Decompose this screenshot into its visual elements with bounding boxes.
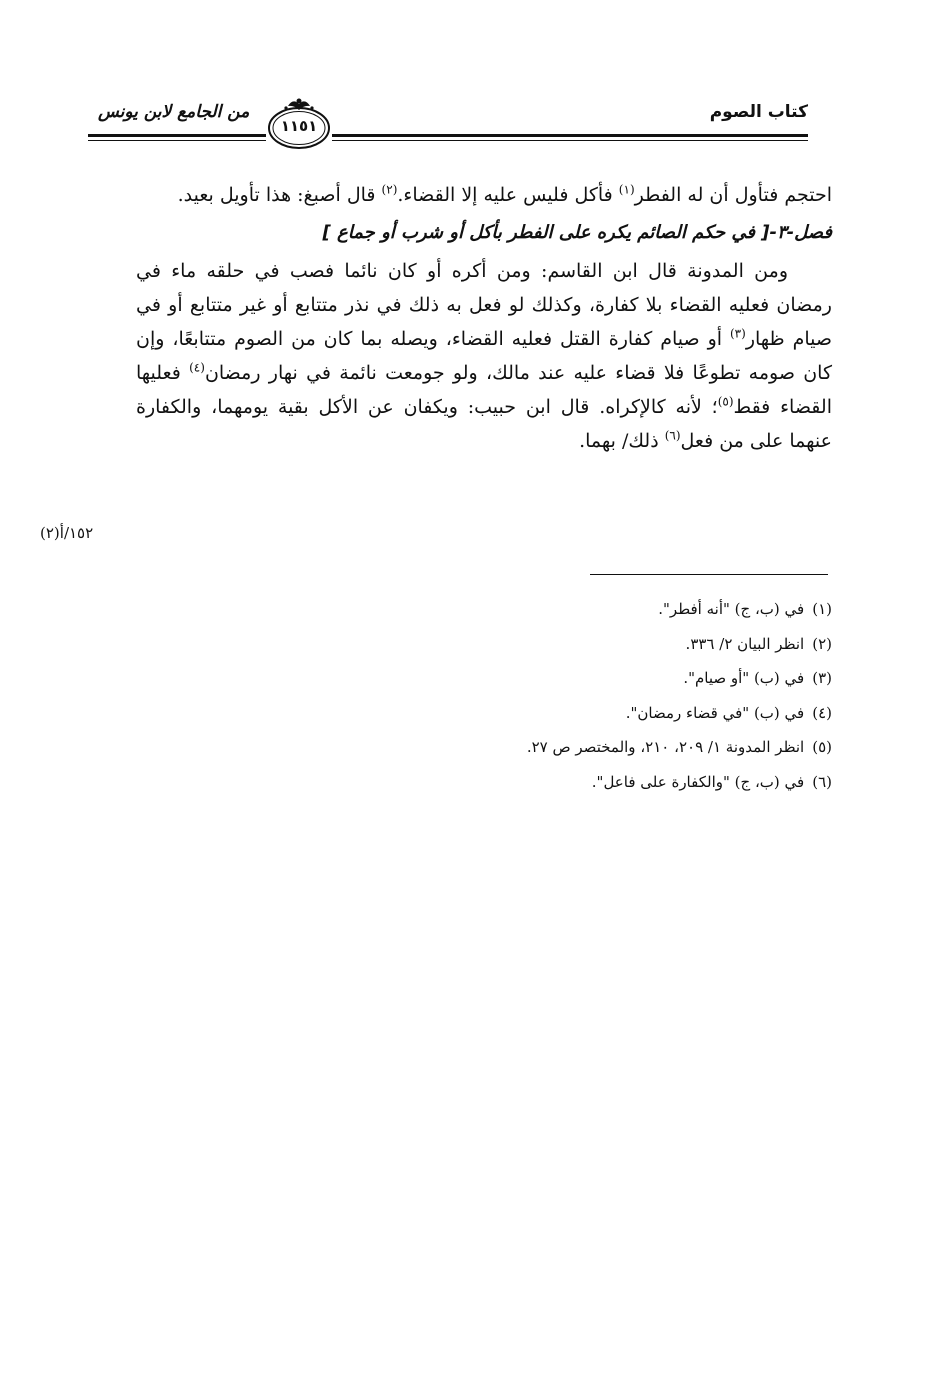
footnote-ref[interactable]: (٥) — [717, 394, 734, 409]
footnote-text: في (ب، ج) "أنه أفطر". — [658, 600, 805, 618]
header-rule — [88, 134, 808, 137]
footnote-text: في (ب) "في قضاء رمضان". — [625, 703, 805, 722]
footnote-text: انظر المدونة ١/ ٢٠٩، ٢١٠، والمختصر ص ٢٧. — [526, 738, 805, 756]
footnote-number: (٤) — [812, 703, 832, 722]
text-segment: قال أصبغ: هذا تأويل بعيد. — [177, 184, 382, 206]
footnote-item — [300, 661, 832, 696]
footnote-number: (٣) — [812, 669, 832, 687]
footnote-ref[interactable]: (٣) — [729, 326, 746, 341]
text-segment: فأكل فليس عليه إلا القضاء. — [397, 184, 619, 206]
text-segment: فعليها القضاء فقط — [136, 362, 832, 418]
section-heading: فصل-٣-[ في حكم الصائم يكره على الفطر بأكل أو شرب أو جماع ] — [322, 222, 832, 243]
footnote-item — [300, 696, 832, 731]
footnotes — [300, 592, 832, 799]
footnote-ref[interactable]: (٢) — [381, 182, 398, 197]
footnote-ref[interactable]: (١) — [618, 182, 635, 197]
footnote-text: انظر البيان ٢/ ٣٣٦. — [685, 634, 805, 653]
header-rule-thin — [88, 140, 808, 141]
footnote-number: (٥) — [812, 738, 832, 756]
opening-paragraph — [136, 178, 832, 212]
main-text — [136, 178, 832, 458]
footnote-number: (١) — [812, 600, 832, 618]
footnote-separator — [590, 574, 828, 575]
manuscript-folio-note: ١٥٢/أ(٢) — [40, 524, 94, 542]
page-number-badge — [266, 96, 332, 152]
source-title: من الجامع لابن يونس — [98, 102, 250, 122]
text-segment: ومن المدونة قال ابن القاسم: ومن أكره أو كان نائما فصب في حلقه ماء في رمضان فعليه القضاء بلا كفارة، وكذلك لو فعل به ذلك في نذر متتابع أو غير متتابع أو في صيام ظهار — [136, 260, 832, 350]
text-segment: ذلك/ بهما. — [579, 430, 665, 452]
page-header — [88, 96, 808, 156]
page-number: ١١٥١ — [280, 117, 318, 135]
footnote-item — [300, 765, 832, 800]
main-paragraph — [136, 254, 832, 458]
footnote-number: (٢) — [812, 634, 832, 653]
footnote-text: في (ب) "أو صيام". — [683, 669, 805, 687]
text-segment: احتجم فتأول أن له الفطر — [634, 184, 832, 206]
footnote-item — [300, 627, 832, 662]
book-title: كتاب الصوم — [709, 102, 808, 122]
footnote-ref[interactable]: (٤) — [189, 360, 205, 375]
text-segment: ؛ لأنه كالإكراه. قال ابن حبيب: ويكفان عن الأكل بقية يومهما، والكفارة عنهما على من فعل — [136, 396, 832, 452]
footnote-ref[interactable]: (٦) — [664, 428, 681, 443]
footnote-item — [300, 730, 832, 765]
text-segment: أو صيام كفارة القتل فعليه القضاء، ويصله بما كان من الصوم متتابعًا، وإن كان صومه تطوعًا فلا قضاء عليه عند مالك، ولو جومعت نائمة في نهار رمضان — [136, 328, 833, 384]
footnote-item — [300, 592, 832, 627]
footnote-number: (٦) — [812, 772, 832, 791]
footnote-text: في (ب، ج) "والكفارة على فاعل". — [591, 772, 805, 791]
